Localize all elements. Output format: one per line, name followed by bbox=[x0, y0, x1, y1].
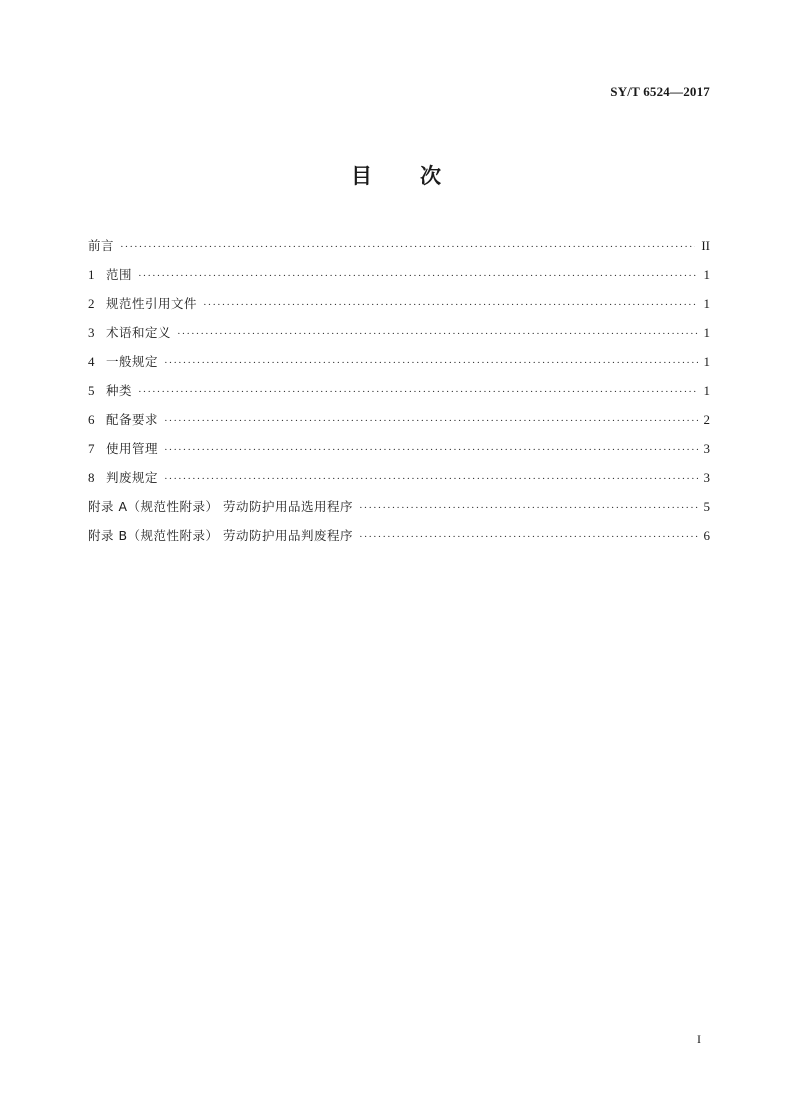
toc-item-terms-definitions[interactable] bbox=[88, 323, 710, 352]
toc-page: 1 bbox=[703, 354, 710, 369]
toc-item-appendix-a[interactable] bbox=[88, 497, 710, 526]
toc-item-scope[interactable] bbox=[88, 265, 710, 294]
toc-page: 5 bbox=[703, 499, 710, 514]
toc-label: 判废规定 bbox=[106, 470, 159, 485]
toc-leader bbox=[164, 415, 697, 427]
toc-leader bbox=[164, 444, 697, 456]
title-char-1: 目 bbox=[351, 164, 372, 188]
toc-item-foreword[interactable] bbox=[88, 236, 710, 265]
toc-leader bbox=[120, 241, 695, 253]
toc-leader bbox=[138, 386, 697, 398]
toc-number: 6 bbox=[88, 412, 95, 427]
toc-leader bbox=[359, 502, 698, 514]
toc-label: 使用管理 bbox=[106, 441, 159, 456]
toc-number: 2 bbox=[88, 296, 95, 311]
toc-item-appendix-b[interactable] bbox=[88, 526, 710, 555]
toc-label: 术语和定义 bbox=[106, 325, 172, 340]
toc-item-normative-references[interactable] bbox=[88, 294, 710, 323]
toc-page: 1 bbox=[703, 267, 710, 282]
table-of-contents bbox=[88, 236, 710, 555]
toc-page: 6 bbox=[703, 528, 710, 543]
toc-label: 规范性引用文件 bbox=[106, 296, 198, 311]
page-number: I bbox=[697, 1032, 701, 1046]
toc-number: 7 bbox=[88, 441, 95, 456]
toc-page: 3 bbox=[703, 470, 710, 485]
toc-item-equipment-requirements[interactable] bbox=[88, 410, 710, 439]
title-char-2: 次 bbox=[420, 164, 441, 188]
toc-label: 附录 B（规范性附录） 劳动防护用品判废程序 bbox=[88, 528, 354, 543]
toc-item-categories[interactable] bbox=[88, 381, 710, 410]
toc-label: 配备要求 bbox=[106, 412, 159, 427]
toc-label: 前言 bbox=[88, 238, 115, 253]
toc-label: 一般规定 bbox=[106, 354, 159, 369]
toc-leader bbox=[164, 473, 697, 485]
toc-label: 种类 bbox=[106, 383, 133, 398]
toc-leader bbox=[177, 328, 697, 340]
toc-page: 3 bbox=[703, 441, 710, 456]
toc-number: 3 bbox=[88, 325, 95, 340]
toc-number: 1 bbox=[88, 267, 95, 282]
page-title bbox=[0, 160, 792, 190]
toc-leader bbox=[164, 357, 697, 369]
toc-page: II bbox=[701, 238, 710, 253]
toc-item-general-provisions[interactable] bbox=[88, 352, 710, 381]
toc-item-disposal-rules[interactable] bbox=[88, 468, 710, 497]
toc-item-usage-management[interactable] bbox=[88, 439, 710, 468]
toc-page: 1 bbox=[703, 296, 710, 311]
toc-number: 4 bbox=[88, 354, 95, 369]
toc-leader bbox=[359, 531, 697, 543]
toc-number: 8 bbox=[88, 470, 95, 485]
toc-label: 范围 bbox=[106, 267, 133, 282]
toc-leader bbox=[138, 270, 697, 282]
standard-code: SY/T 6524—2017 bbox=[610, 84, 710, 99]
toc-label: 附录 A（规范性附录） 劳动防护用品选用程序 bbox=[88, 499, 353, 514]
toc-page: 2 bbox=[703, 412, 710, 427]
toc-number: 5 bbox=[88, 383, 95, 398]
toc-leader bbox=[203, 299, 697, 311]
toc-page: 1 bbox=[703, 325, 710, 340]
toc-page: 1 bbox=[703, 383, 710, 398]
